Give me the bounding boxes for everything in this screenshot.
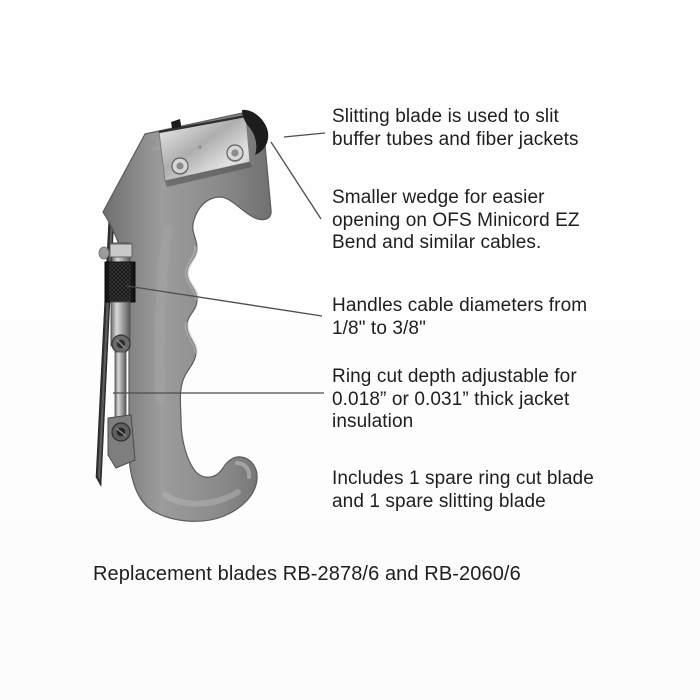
callout-line: and 1 spare slitting blade bbox=[332, 490, 546, 512]
callout-spare-blades bbox=[332, 468, 594, 513]
assembly-screw bbox=[112, 423, 130, 441]
plate-screw bbox=[227, 145, 243, 161]
callout-cable-diameters bbox=[332, 295, 587, 340]
callout-line: 1/8" to 3/8" bbox=[332, 317, 426, 339]
callout-line: Bend and similar cables. bbox=[332, 232, 542, 253]
callout-line: opening on OFS Minicord EZ bbox=[332, 209, 580, 231]
callout-slitting-blade bbox=[332, 106, 579, 151]
rod-cap bbox=[110, 244, 132, 257]
callout-line: Smaller wedge for easier bbox=[332, 187, 545, 208]
callout-line: Handles cable diameters from bbox=[332, 295, 588, 316]
callout-line: insulation bbox=[332, 411, 414, 432]
callout-smaller-wedge bbox=[332, 187, 580, 255]
side-nub bbox=[99, 247, 109, 259]
plate-screw bbox=[172, 158, 188, 174]
callout-line: Ring cut depth adjustable for bbox=[332, 366, 577, 387]
leader-line-slitting-blade bbox=[284, 133, 325, 137]
callout-line: Includes 1 spare ring cut blade bbox=[332, 468, 594, 489]
callout-line: 0.018” or 0.031” thick jacket bbox=[332, 388, 570, 410]
leader-line-smaller-wedge bbox=[271, 142, 321, 219]
callout-line: buffer tubes and fiber jackets bbox=[332, 128, 579, 150]
assembly-screw bbox=[112, 335, 130, 353]
callout-line: Slitting blade is used to slit bbox=[332, 106, 559, 127]
adjustment-knob bbox=[105, 262, 135, 302]
rod-lower bbox=[115, 352, 126, 422]
replacement-blades-note: Replacement blades RB-2878/6 and RB-2060/6 bbox=[93, 563, 521, 585]
callout-ring-cut-depth bbox=[332, 366, 577, 434]
